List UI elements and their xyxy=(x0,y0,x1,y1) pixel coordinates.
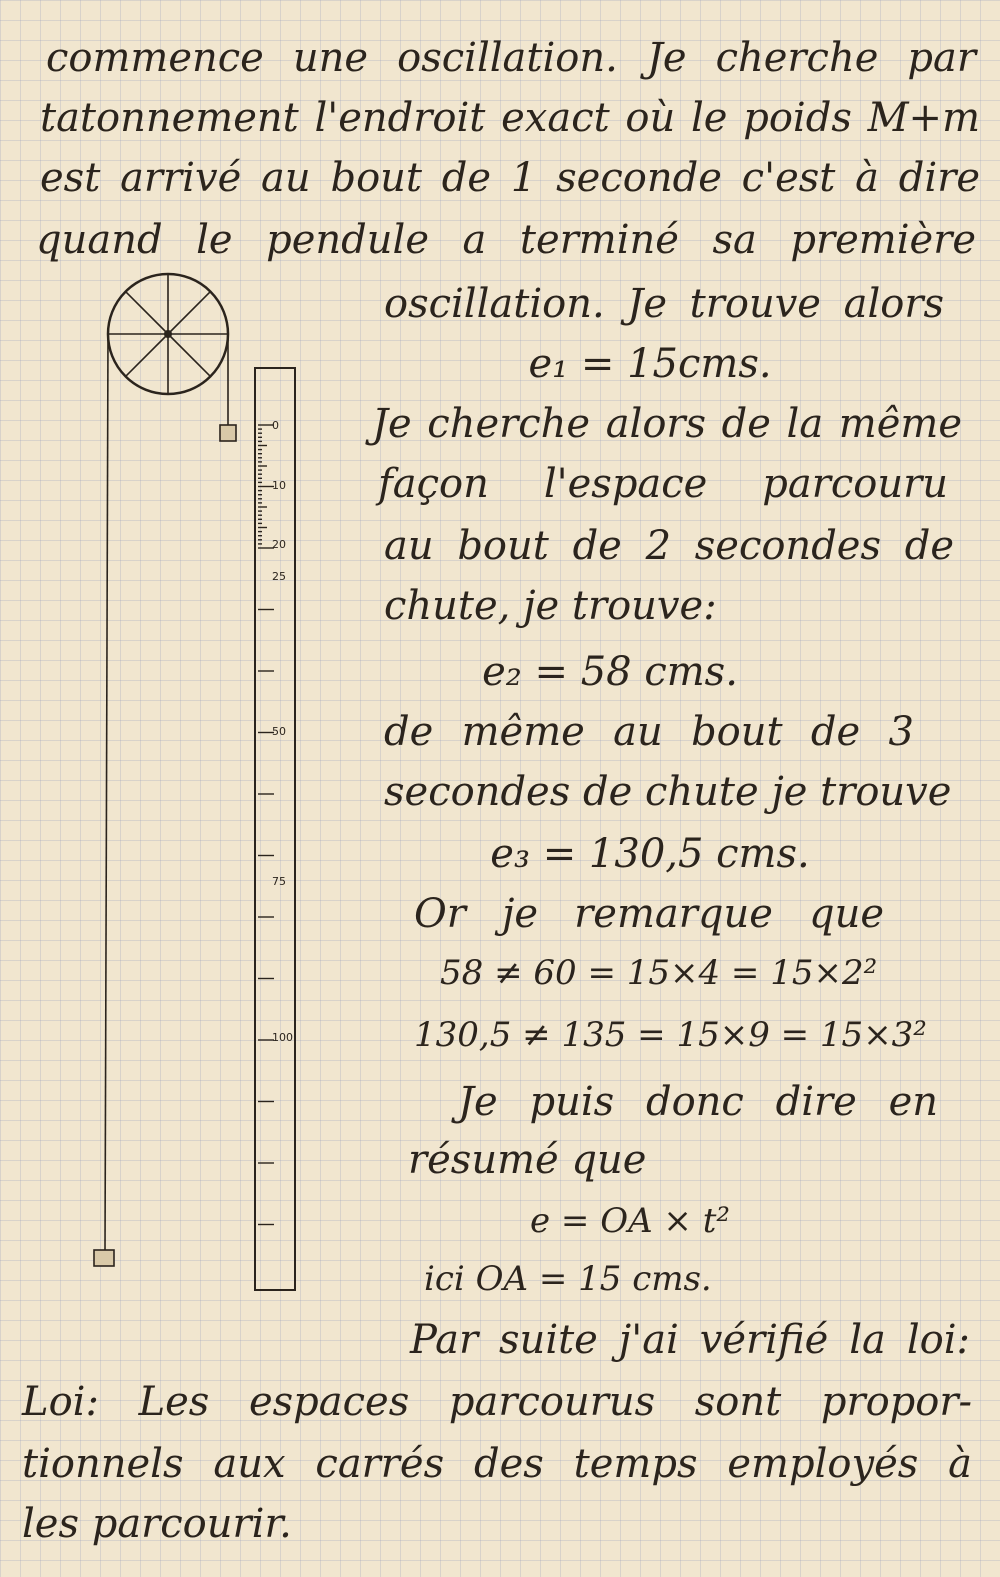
law-line-3: les parcourir. xyxy=(22,1501,292,1547)
text-line-4: quand le pendule a terminé sa première xyxy=(36,217,976,263)
text-line-12: de même au bout de 3 xyxy=(384,709,914,755)
text-line-10: chute, je trouve: xyxy=(384,583,717,629)
ruler-label: 100 xyxy=(272,1031,293,1044)
ruler-label: 10 xyxy=(272,479,286,492)
text-line-22: Par suite j'ai vérifié la loi: xyxy=(410,1317,970,1363)
text-line-13: secondes de chute je trouve xyxy=(384,769,952,815)
pulley-spoke xyxy=(126,334,168,376)
text-line-7: Je cherche alors de la même xyxy=(372,401,962,447)
equation-e3: e₃ = 130,5 cms. xyxy=(490,831,810,877)
graduated-ruler xyxy=(255,368,295,1290)
equation-oa: ici OA = 15 cms. xyxy=(424,1259,712,1299)
equation-e1: e₁ = 15cms. xyxy=(528,341,772,387)
ruler-label: 0 xyxy=(272,419,279,432)
pulley-wheel xyxy=(108,274,228,394)
text-line-5: oscillation. Je trouve alors xyxy=(384,281,944,327)
text-line-15: Or je remarque que xyxy=(414,891,884,937)
equation-e-law: e = OA × t² xyxy=(529,1201,731,1241)
text-line-8: façon l'espace parcouru xyxy=(378,461,948,507)
equation-58: 58 ≠ 60 = 15×4 = 15×2² xyxy=(440,953,878,993)
law-line-1: Loi: Les espaces parcourus sont propor- xyxy=(22,1379,972,1425)
text-line-3: est arrivé au bout de 1 seconde c'est à dire xyxy=(40,155,980,201)
left-rope xyxy=(105,334,108,1250)
pulley-spoke xyxy=(126,292,168,334)
equation-e2: e₂ = 58 cms. xyxy=(482,649,738,695)
ruler-label: 50 xyxy=(272,725,286,738)
text-line-18: Je puis donc dire en xyxy=(458,1079,938,1125)
ruler-label: 25 xyxy=(272,570,286,583)
ruler-label: 20 xyxy=(272,538,286,551)
text-line-2: tatonnement l'endroit exact où le poids M+m xyxy=(40,95,980,141)
ruler-label: 75 xyxy=(272,875,286,888)
weight-left xyxy=(94,1250,114,1266)
text-line-19: résumé que xyxy=(408,1137,647,1183)
law-line-2: tionnels aux carrés des temps employés à xyxy=(22,1441,972,1487)
text-line-9: au bout de 2 secondes de xyxy=(384,523,954,569)
text-line-1: commence une oscillation. Je cherche par xyxy=(46,35,976,81)
equation-130: 130,5 ≠ 135 = 15×9 = 15×3² xyxy=(414,1015,927,1055)
weight-right xyxy=(220,425,236,441)
pulley-spoke xyxy=(168,334,210,376)
pulley-spoke xyxy=(168,292,210,334)
